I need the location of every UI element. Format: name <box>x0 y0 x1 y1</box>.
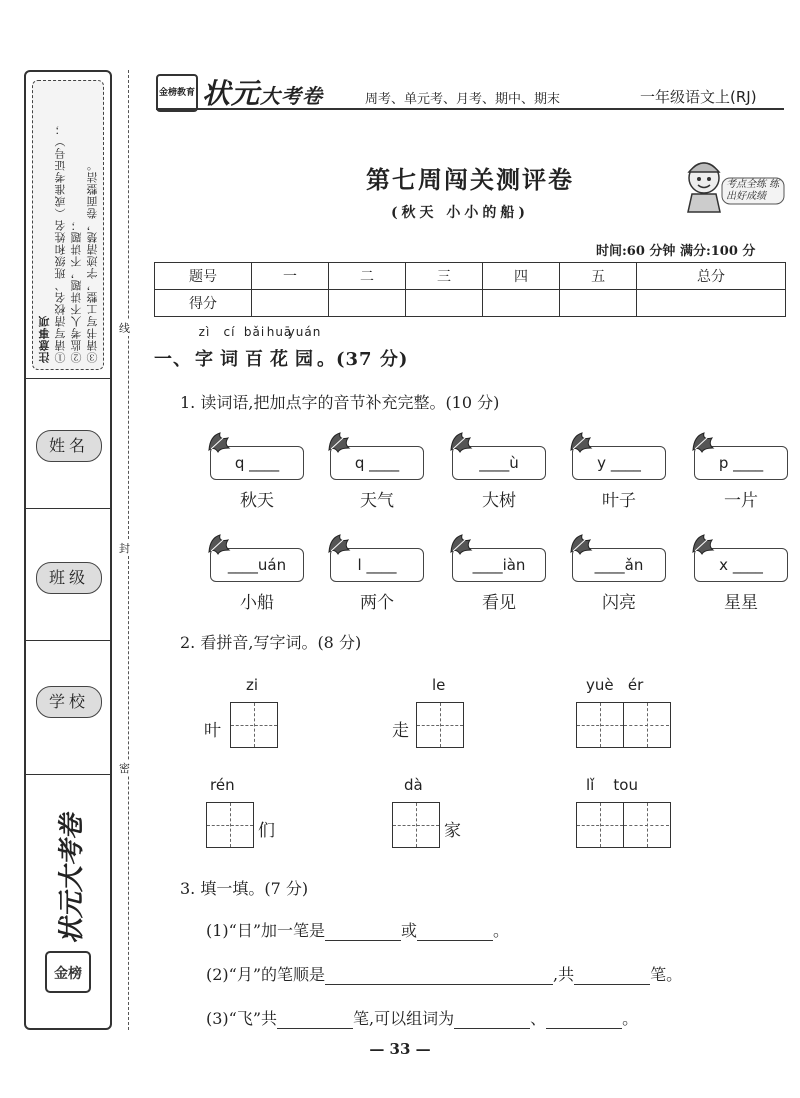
word-text: 叶子 <box>602 491 636 511</box>
char: 花 <box>270 349 289 370</box>
writing-grid[interactable] <box>416 702 464 748</box>
note-2: ②监考人不讲题，不讲题； <box>70 219 83 363</box>
fill-text: (1)“日”加一笔是 <box>206 921 326 940</box>
page-number: — 33 — <box>369 1040 431 1058</box>
score-input-cell[interactable] <box>560 290 637 317</box>
leaf-icon <box>448 532 474 556</box>
grid-pinyin: yuè ér <box>586 676 644 694</box>
question-2-text: 2. 看拼音,写字词。(8 分) <box>180 633 362 652</box>
char-pinyin: zì <box>198 325 211 339</box>
pinyin-answer-box[interactable]: ____ù <box>452 446 546 480</box>
score-input-cell[interactable] <box>406 290 483 317</box>
school-label: 学校 <box>36 686 102 718</box>
grid-char: 们 <box>258 821 275 841</box>
seal-char: 线 <box>119 322 130 335</box>
fill-text: 笔。 <box>650 965 683 984</box>
grid-cell[interactable] <box>393 803 439 847</box>
writing-grid[interactable] <box>576 802 671 848</box>
grid-pinyin: lǐ tou <box>586 776 638 794</box>
fill-text: 。 <box>622 1009 639 1028</box>
fill-text: 笔,可以组词为 <box>353 1009 455 1028</box>
word-text: 天气 <box>360 491 394 511</box>
pinyin-answer-box[interactable]: q ____ <box>330 446 424 480</box>
fill-text: 或 <box>401 921 418 940</box>
char-pinyin: yuán <box>287 325 322 339</box>
leaf-icon <box>690 430 716 454</box>
grid-cell[interactable] <box>623 803 669 847</box>
grid-char: 家 <box>444 821 461 841</box>
fill-text: (3)“飞”共 <box>206 1009 278 1028</box>
grade-label: 一年级语文上(RJ) <box>640 88 757 106</box>
time-info: 时间:60 分钟 满分:100 分 <box>596 244 756 259</box>
pinyin-char <box>243 325 266 371</box>
pinyin-answer-box[interactable]: q ____ <box>210 446 304 480</box>
char: 园 <box>295 349 314 370</box>
leaf-icon <box>326 532 352 556</box>
section-title <box>154 325 409 371</box>
word-text: 看见 <box>482 593 516 613</box>
fill-text: ,共 <box>553 965 575 984</box>
seal-char: 封 <box>119 542 130 555</box>
table-cell: 题号 <box>155 263 252 290</box>
grid-pinyin: rén <box>210 776 235 794</box>
grid-pinyin: dà <box>404 776 423 794</box>
word-text: 两个 <box>360 593 394 613</box>
char: 字 <box>195 349 214 370</box>
publisher-logo <box>156 74 198 112</box>
table-row <box>155 290 786 317</box>
answer-blank[interactable] <box>325 966 553 985</box>
table-cell: 五 <box>560 263 637 290</box>
grid-cell[interactable] <box>231 703 277 747</box>
sidebar-brand-logo <box>40 802 98 1002</box>
grid-char: 叶 <box>204 721 221 741</box>
char-pinyin: cí <box>223 325 236 339</box>
score-input-cell[interactable] <box>252 290 329 317</box>
word-text: 一片 <box>724 491 758 511</box>
sidebar-divider <box>26 774 110 775</box>
question-1-text: 1. 读词语,把加点字的音节补充完整。(10 分) <box>180 393 500 412</box>
leaf-icon <box>206 430 232 454</box>
answer-blank[interactable] <box>574 966 650 985</box>
grid-cell[interactable] <box>577 803 623 847</box>
fill-text: 。 <box>493 921 510 940</box>
word-text: 大树 <box>482 491 516 511</box>
pinyin-char <box>195 325 214 371</box>
mascot-slogan: 考点全练 练出好成绩 <box>726 179 780 202</box>
notes-text <box>37 87 101 363</box>
char-pinyin: huā <box>266 325 293 339</box>
word-text: 秋天 <box>240 491 274 511</box>
pinyin-char <box>220 325 239 371</box>
exam-types: 周考、单元考、月考、期中、期末 <box>365 92 561 107</box>
grid-cell[interactable] <box>417 703 463 747</box>
table-cell: 一 <box>252 263 329 290</box>
seal-char: 密 <box>119 762 130 775</box>
char: 百 <box>245 349 264 370</box>
brand-small: 大考卷 <box>260 84 324 108</box>
fill-line-1 <box>206 918 509 941</box>
score-input-cell[interactable] <box>483 290 560 317</box>
table-cell: 总分 <box>637 263 786 290</box>
sidebar-divider <box>26 508 110 509</box>
pinyin-answer-box[interactable]: ____uán <box>210 548 304 582</box>
grid-pinyin: zi <box>246 676 259 694</box>
answer-blank[interactable] <box>454 1010 530 1029</box>
page-title: 第七周闯关测评卷 <box>366 165 574 194</box>
note-3: ③请书写工整，字迹清楚，卷面整洁。 <box>86 159 99 363</box>
score-input-cell[interactable] <box>329 290 406 317</box>
leaf-icon <box>568 430 594 454</box>
table-cell: 三 <box>406 263 483 290</box>
leaf-icon <box>690 532 716 556</box>
note-1: ①请写清校名、班级和姓名（或准考证号）； <box>54 123 67 363</box>
name-label: 姓名 <box>36 430 102 462</box>
page-subtitle: (秋天 小小的船) <box>390 205 530 221</box>
grid-cell[interactable] <box>207 803 253 847</box>
score-input-cell[interactable] <box>637 290 786 317</box>
pinyin-answer-box[interactable]: y ____ <box>572 446 666 480</box>
pinyin-answer-box[interactable]: ____iàn <box>452 548 546 582</box>
writing-grid[interactable] <box>576 702 671 748</box>
notes-box <box>32 80 104 370</box>
sidebar-divider <box>26 640 110 641</box>
header-rule <box>156 108 784 110</box>
notes-heading: 注意事项 <box>38 315 51 363</box>
word-text: 闪亮 <box>602 593 636 613</box>
leaf-icon <box>448 430 474 454</box>
fill-text: 、 <box>530 1009 547 1028</box>
fill-text: (2)“月”的笔顺是 <box>206 965 326 984</box>
word-text: 星星 <box>724 593 758 613</box>
section-number: 一、 <box>154 349 192 370</box>
writing-grid[interactable] <box>206 802 254 848</box>
pinyin-char <box>287 325 322 371</box>
grid-char: 走 <box>392 721 409 741</box>
pinyin-char <box>266 325 293 371</box>
mascot-illustration <box>682 152 786 214</box>
fill-line-2 <box>206 962 682 985</box>
leaf-icon <box>206 532 232 556</box>
grid-cell[interactable] <box>577 703 623 747</box>
table-cell: 得分 <box>155 290 252 317</box>
question-3-text: 3. 填一填。(7 分) <box>180 879 309 898</box>
svg-text:状元大考卷: 状元大考卷 <box>57 813 87 944</box>
word-text: 小船 <box>240 593 274 613</box>
pinyin-answer-box[interactable]: x ____ <box>694 548 788 582</box>
table-cell: 四 <box>483 263 560 290</box>
sidebar-divider <box>26 378 110 379</box>
pinyin-answer-box[interactable]: p ____ <box>694 446 788 480</box>
writing-grid[interactable] <box>230 702 278 748</box>
pinyin-answer-box[interactable]: l ____ <box>330 548 424 582</box>
char-pinyin: bǎi <box>243 325 266 339</box>
grid-cell[interactable] <box>623 703 669 747</box>
table-row <box>155 263 786 290</box>
score-table <box>154 262 786 317</box>
svg-text:金榜: 金榜 <box>54 966 82 982</box>
answer-blank[interactable] <box>546 1010 622 1029</box>
leaf-icon <box>568 532 594 556</box>
answer-blank[interactable] <box>417 922 493 941</box>
char: 词 <box>220 349 239 370</box>
section-score: 。(37 分) <box>317 349 409 370</box>
leaf-icon <box>326 430 352 454</box>
brand-logo <box>202 72 323 112</box>
publisher-name: 金榜教育 <box>158 88 195 98</box>
class-label: 班级 <box>36 562 102 594</box>
answer-blank[interactable] <box>325 922 401 941</box>
grid-pinyin: le <box>432 676 446 694</box>
answer-blank[interactable] <box>277 1010 353 1029</box>
table-cell: 二 <box>329 263 406 290</box>
brand-main: 状元 <box>202 77 261 110</box>
pinyin-answer-box[interactable]: ____ǎn <box>572 548 666 582</box>
fill-line-3 <box>206 1006 638 1029</box>
writing-grid[interactable] <box>392 802 440 848</box>
